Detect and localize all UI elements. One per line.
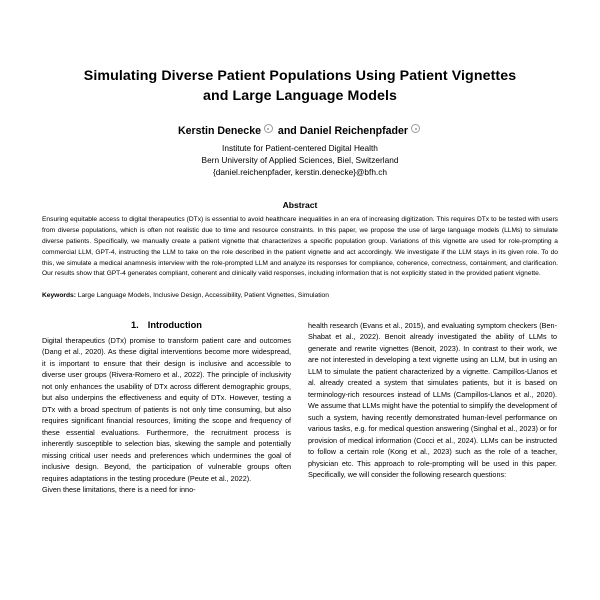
abstract-text: Ensuring equitable access to digital therapeutics (DTx) is essential to avoid healthcare inequalities in an era of increasing digitization. This requires DTx to be tested with users from diverse populations, which is often not realistic due to time and resource constraints. In this paper, we propose the use of large language models (LLMs) to simulate diverse patients. Specifically, we manually create a patient vignette that characterizes a specific population group. Variations of this vignette are used for role-prompting a commercial LLM, GPT-4, instructing the LLM to take on the role described in the patient vignette and act accordingly. We investigate if the LLM stays in its given role. To do this, we simulate a medical anamnesis interview with the role-prompted LLM and analyze its responses for compliance, coherence, correctness, containment, and clarification. Our results show that GPT-4 generates compliant, coherent and clinically valid responses, including information that is not explicitly stated in the provided patient vignette.	[42, 216, 558, 278]
column-left	[42, 320, 291, 496]
author-conjunction: and	[274, 125, 300, 138]
affiliation-block	[42, 139, 558, 179]
paragraph: Given these limitations, there is a need for inno-	[42, 485, 196, 495]
section-title: Introduction	[147, 319, 202, 330]
section-number: 1.	[131, 319, 139, 330]
paragraph: health research (Evans et al., 2015), and evaluating symptom checkers (Ben-Shabat et al., 2022). Benoit already investigated the ability of LLMs to generate and rewrite vignettes (Benoit, 2023). In contrast to their work, we are not interested in developing a text vignette using an LLM, but in using an LLM to simulate the patient characterized by a vignette. Campillos-Llanos et al. already created a system that simulates patients, but it is based on terminology-rich resources instead of LLMs (Campillos-Llanos et al., 2020). We assume that LLMs might have the potential to simplify the development of such a system, having recently demonstrated human-level performance on various tasks, e.g. for medical question answering (Singhal et al., 2023) or for provision of medical information (Cocci et al., 2024). LLMs can be instructed to follow a certain role (Kong et al., 2023) such as the role of a teacher, physician etc. This approach to role-prompting will be used in this paper. Specifically, we will consider the following research questions:	[308, 320, 557, 480]
keywords-line	[42, 280, 558, 302]
author-list	[42, 106, 558, 138]
title-line-1: Simulating Diverse Patient Populations Using Patient Vignettes	[83, 68, 517, 84]
affiliation-institute: Institute for Patient-centered Digital Health	[222, 142, 378, 153]
orcid-icon[interactable]	[411, 124, 420, 133]
column-right	[308, 320, 557, 496]
orcid-icon[interactable]	[264, 124, 273, 133]
abstract-heading: Abstract	[282, 200, 318, 211]
keywords-values: Large Language Models, Inclusive Design, Accessibility, Patient Vignettes, Simulation	[75, 292, 329, 300]
paragraph: Digital therapeutics (DTx) promise to transform patient care and outcomes (Dang et al., 2020). As these digital interventions become more widespread, it is important to ensure that their design is inclusive and accessible to diverse user groups (Rivera-Romero et al., 2022). The principle of inclusivity not only enhances the usability of DTx across different demographic groups, but also underpins the effectiveness and equity of DTx. However, testing a DTx with a broad spectrum of patients is not only time consuming, but also requires significant financial resources, limiting the scope and frequency of these essential evaluations. Furthermore, the recruitment process is inherently susceptible to selection bias, skewing the sample and potentially missing critical user needs and preferences which undermines the goal of inclusive design. Beyond, the participation of vulnerable groups often requires adaptations in the testing procedure (Peute et al., 2022).	[42, 335, 291, 483]
affiliation-university: Bern University of Applied Sciences, Biel, Switzerland	[201, 154, 399, 165]
author-name-2: Daniel Reichenpfader	[299, 125, 409, 138]
section-heading-introduction	[42, 320, 291, 330]
author-name-1: Kerstin Denecke	[177, 125, 261, 138]
page-title	[42, 0, 558, 106]
title-line-2: and Large Language Models	[202, 88, 398, 105]
keywords-label: Keywords:	[42, 292, 76, 300]
body-columns	[42, 302, 558, 496]
affiliation-email: {daniel.reichenpfader, kerstin.denecke}@bfh.ch	[212, 167, 388, 178]
